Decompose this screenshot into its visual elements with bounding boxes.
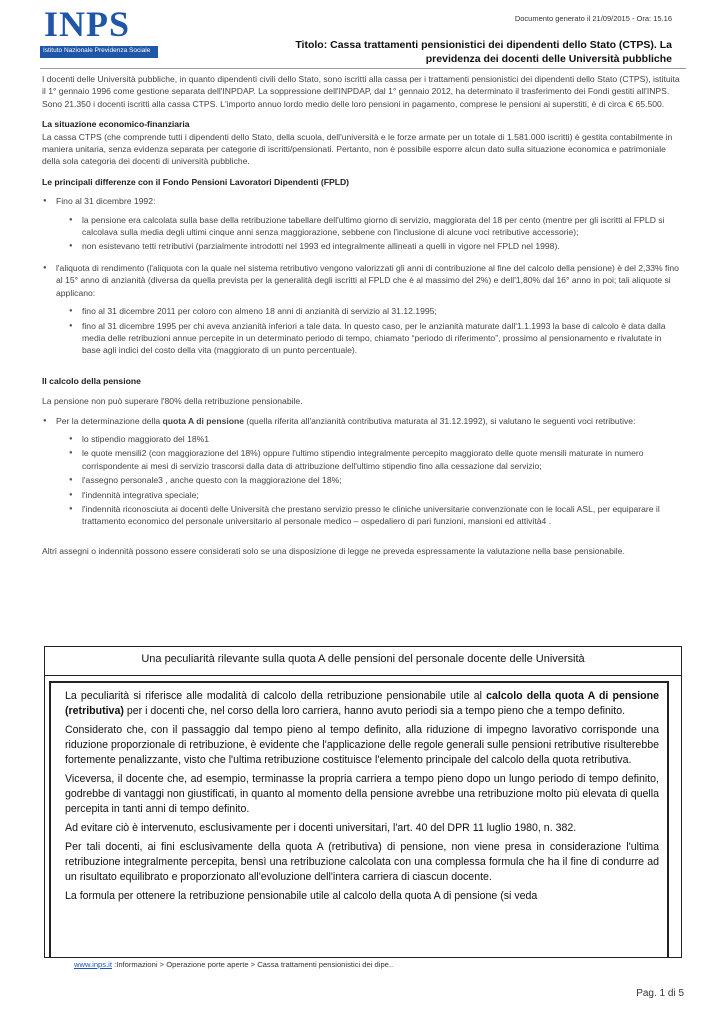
list-item-text: l'aliquota di rendimento (l'aliquota con la quale nel sistema retributivo vengono valorizzati gli anni di contribuzione al fine del calcolo della pensione) è del 2,33% fino al 15° anno di anzianità (diversa da quella prevista per la generalità degli iscritti al FPLD che è al massimo del 2%) e dell'1,80% dal 16° anno in poi; tali aliquote si applicano:	[56, 262, 679, 298]
box-text-pre: La peculiarità si riferisce alle modalità di calcolo della retribuzione pensionabile utile al	[65, 690, 487, 702]
inps-link[interactable]: www.inps.it	[74, 960, 112, 969]
page-number: Pag. 1 di 5	[636, 988, 684, 999]
quota-a-label: quota A di pensione	[162, 415, 245, 426]
sub-list	[56, 214, 682, 253]
list-item: ● fino al 31 dicembre 2011 per coloro con almeno 18 anni di anzianità di servizio al 31.12.1995;	[68, 305, 682, 317]
list-item: ● non esistevano tetti retributivi (parzialmente introdotti nel 1993 ed integralmente allineati a quelli in vigore nel FPLD nel 1998).	[68, 240, 682, 252]
list-item: ● le quote mensili2 (con maggiorazione del 18%) oppure l'ultimo stipendio integralmente percepito maggiorato delle quote mensili maturate in numero corrispondente ai mesi di servizio trascorsi dalla data di attribuzione dell'ultimo stipendio fino alla cessazione dal servizio;	[68, 447, 682, 472]
main-content	[42, 73, 682, 557]
list-item: ● l'indennità integrativa speciale;	[68, 489, 682, 501]
box-paragraph: Considerato che, con il passaggio dal tempo pieno al tempo definito, alla riduzione di impegno lavorativo corrisponde una riduzione proporzionale di retribuzione, è evidente che l'applicazione delle regole generali sulle pensioni retributive risulterebbe fortemente penalizzante, visto che l'ultima retribuzione costituisce l'elemento principale del calcolo della quota retributiva.	[65, 724, 659, 766]
list-item: ● l'indennità riconosciuta ai docenti delle Università che prestano servizio presso le cliniche universitarie convenzionate con le locali ASL, per equiparare il trattamento economico del personale universitario al personale medico – ospedaliero di pari funzioni, mansioni ed attività4 .	[68, 503, 682, 528]
list-item	[42, 195, 682, 253]
list-item	[42, 262, 682, 357]
box-paragraph: La formula per ottenere la retribuzione pensionabile utile al calcolo della quota A di pensione (si veda	[65, 890, 538, 902]
box-paragraph	[65, 689, 659, 719]
box-body	[49, 681, 669, 958]
footer-breadcrumb	[74, 960, 393, 969]
list-item: ● la pensione era calcolata sulla base della retribuzione tabellare dell'ultimo giorno di servizio, maggiorata del 18 per cento (mentre per gli iscritti al FPLD si calcolava sulla media degli ultimi cinque anni senza maggiorazione, sebbene con l'inclusione di alcune voci retributive accessorie);	[68, 214, 682, 239]
list-item-text-post: (quella riferita all'anzianità contributiva maturata al 31.12.1992), si valutano le seguenti voci retributive:	[244, 415, 636, 426]
box-paragraph: Ad evitare ciò è intervenuto, esclusivamente per i docenti universitari, l'art. 40 del DPR 11 luglio 1980, n. 382.	[65, 822, 577, 834]
differences-list	[42, 195, 682, 356]
section-heading-differences: Le principali differenze con il Fondo Pensioni Lavoratori Dipendenti (FPLD)	[42, 176, 350, 187]
box-paragraph: Per tali docenti, ai fini esclusivamente della quota A (retributiva) di pensione, non viene presa in considerazione l'ultima retribuzione integralmente percepita, bensì una retribuzione calcolata con una complessa formula che ha il fine di condurre ad un risultato equilibrato e proporzionato all'evoluzione dell'intera carriera di ciascun docente.	[65, 841, 659, 883]
box-text-post: per i docenti che, nel corso della loro carriera, hanno avuto periodi sia a tempo pieno che a tempo definito.	[123, 705, 626, 717]
box-title: Una peculiarità rilevante sulla quota A delle pensioni del personale docente delle Università	[45, 647, 681, 676]
logo-subtitle: Istituto Nazionale Previdenza Sociale	[43, 47, 151, 54]
list-item-text-pre: Per la determinazione della	[56, 415, 163, 426]
sub-list	[56, 305, 682, 357]
sub-list	[56, 433, 682, 528]
closing-paragraph: Altri assegni o indennità possono essere considerati solo se una disposizione di legge ne preveda espressamente la valutazione nella base pensionabile.	[42, 545, 625, 556]
section-heading-calculation: Il calcolo della pensione	[42, 375, 141, 386]
calculation-paragraph: La pensione non può superare l'80% della retribuzione pensionabile.	[42, 396, 303, 407]
header-divider	[40, 68, 686, 69]
intro-paragraph: I docenti delle Università pubbliche, in quanto dipendenti civili dello Stato, sono iscritti alla cassa per i trattamenti pensionistici dei dipendenti dello Stato (CTPS), istituita il 1° gennaio 1996 come gestione separata dell'INPDAP. La soppressione dell'INPDAP, dal 1° gennaio 2012, ha determinato il trasferimento dei Fondi gestiti all'INPS. Sono 21.350 i docenti iscritti alla cassa CTPS. L'importo annuo lordo medio delle loro pensioni in pagamento, comprese le pensioni ai superstiti, è di circa € 65.500.	[42, 74, 680, 109]
list-item: ● l'assegno personale3 , anche questo con la maggiorazione del 18%;	[68, 474, 682, 486]
section-heading-economic: La situazione economico-finanziaria	[42, 119, 190, 130]
document-title: Titolo: Cassa trattamenti pensionistici dei dipendenti dello Stato (CTPS). La previdenza dei docenti delle Università pubbliche	[295, 39, 672, 65]
box-text-bold: calcolo della quota A di pensione (retributiva)	[65, 690, 659, 717]
list-item: ● lo stipendio maggiorato del 18%1	[68, 433, 682, 445]
list-item	[42, 415, 682, 528]
economic-paragraph: La cassa CTPS (che comprende tutti i dipendenti dello Stato, della scuola, dell'università e le forze armate per un totale di 1.581.000 iscritti) è gestita contabilmente in maniera unitaria, senza evidenza separata per categorie di iscritti/pensionati. Pertanto, non è possibile esporre alcun dato sulla situazione economica e patrimoniale della sola categoria dei docenti di università pubbliche.	[42, 131, 673, 167]
list-item: ● fino al 31 dicembre 1995 per chi aveva anzianità inferiori a tale data. In questo caso, per le anzianità maturate dall'1.1.1993 la base di calcolo è data dalla media delle retribuzioni annue percepite in un determinato periodo di tempo, chiamato “periodo di riferimento”, prossimo al pensionamento e rivalutate in base agli indici del costo della vita (maggiorato di un punto percentuale).	[68, 320, 682, 357]
peculiarity-box	[44, 646, 682, 958]
box-paragraph: Viceversa, il docente che, ad esempio, terminasse la propria carriera a tempo pieno dopo un lungo periodo di tempo definito, godrebbe di vantaggi non giustificati, in quanto al momento della pensione avrebbe una retribuzione molto più elevata di quella percepita in tanti anni di tempo definito.	[65, 773, 659, 815]
list-item-text: Fino al 31 dicembre 1992:	[56, 196, 156, 207]
generated-date: Documento generato il 21/09/2015 - Ora: 15.16	[514, 14, 672, 23]
inps-logo	[40, 6, 210, 62]
logo-mark: INPS	[44, 4, 131, 44]
footer-path: :Informazioni > Operazione porte aperte > Cassa trattamenti pensionistici dei dipe..	[111, 960, 394, 969]
calculation-list	[42, 415, 682, 528]
